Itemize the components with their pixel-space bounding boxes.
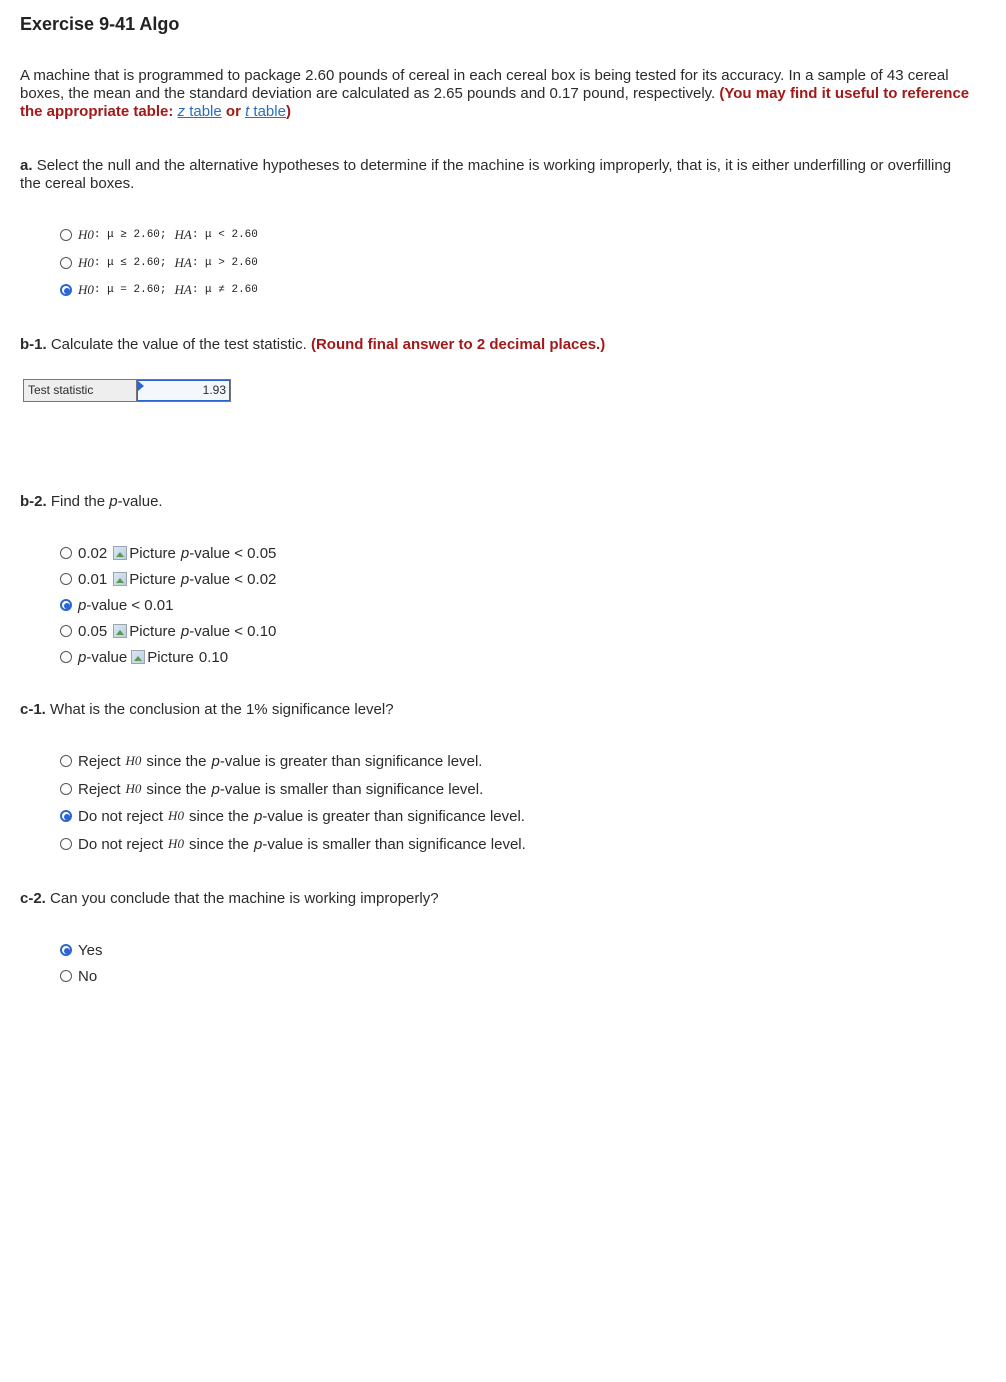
radio-icon[interactable]	[60, 755, 72, 767]
problem-text: A machine that is programmed to package 2.60 pounds of cereal in each cereal box is being tested for its accuracy. In a sample of 43 cereal boxes, the mean and the standard deviation are calculated as 2.65 pounds and 0.17 pound, respectively.	[20, 67, 949, 102]
picture-alt-text: Picture	[129, 570, 176, 588]
table-hint: (You may find it useful to reference the appropriate table: z table or t table)	[20, 85, 970, 120]
p-value-option[interactable]: p -value < 0.01	[60, 594, 174, 616]
conclusion-option[interactable]: Reject H 0 since the p -value is greater than significance level.	[60, 750, 482, 772]
conclusion-option[interactable]: Do not reject H 0 since the p -value is smaller than significance level.	[60, 833, 526, 855]
radio-icon[interactable]	[60, 257, 72, 269]
radio-icon[interactable]	[60, 651, 72, 663]
test-statistic-label: Test statistic	[24, 380, 137, 401]
image-icon	[113, 624, 127, 638]
yes-no-option[interactable]: Yes	[60, 939, 102, 961]
radio-icon[interactable]	[60, 625, 72, 637]
part-b2-question: b-2. Find the p-value.	[20, 493, 163, 510]
p-value-option[interactable]: p -value Picture 0.10	[60, 646, 228, 668]
radio-icon[interactable]	[60, 229, 72, 241]
part-c1-question: c-1. What is the conclusion at the 1% significance level?	[20, 701, 394, 718]
image-icon	[113, 572, 127, 586]
hypothesis-option[interactable]: H 0 : μ ≤ 2.60; H A : μ > 2.60	[60, 252, 258, 274]
test-statistic-grid	[23, 379, 231, 402]
radio-selected-icon[interactable]	[60, 810, 72, 822]
yes-no-option[interactable]: No	[60, 965, 97, 987]
picture-alt-text: Picture	[129, 622, 176, 640]
problem-statement	[20, 67, 970, 121]
test-statistic-input[interactable]: 1.93	[137, 380, 230, 401]
conclusion-option[interactable]: Do not reject H 0 since the p -value is greater than significance level.	[60, 805, 525, 827]
radio-icon[interactable]	[60, 783, 72, 795]
picture-alt-text: Picture	[129, 544, 176, 562]
part-a-question: a. Select the null and the alternative hypotheses to determine if the machine is working improperly, that is, it is either underfilling or overfilling the cereal boxes.	[20, 157, 952, 192]
p-value-option[interactable]: 0.01 Picture p -value < 0.02	[60, 568, 276, 590]
radio-icon[interactable]	[60, 838, 72, 850]
radio-icon[interactable]	[60, 547, 72, 559]
page-title: Exercise 9-41 Algo	[20, 14, 180, 34]
part-b1-question: b-1. Calculate the value of the test statistic. (Round final answer to 2 decimal places.)	[20, 336, 606, 353]
broken-image	[131, 649, 194, 666]
broken-image	[113, 623, 176, 640]
radio-selected-icon[interactable]	[60, 284, 72, 296]
picture-alt-text: Picture	[147, 648, 194, 666]
z-table-link[interactable]: z table	[177, 103, 222, 120]
radio-icon[interactable]	[60, 573, 72, 585]
radio-selected-icon[interactable]	[60, 599, 72, 611]
image-icon	[113, 546, 127, 560]
broken-image	[113, 571, 176, 588]
part-c2-question: c-2. Can you conclude that the machine is working improperly?	[20, 890, 439, 907]
radio-icon[interactable]	[60, 970, 72, 982]
t-table-link[interactable]: t table	[245, 103, 286, 120]
image-icon	[131, 650, 145, 664]
radio-selected-icon[interactable]	[60, 944, 72, 956]
p-value-option[interactable]: 0.05 Picture p -value < 0.10	[60, 620, 276, 642]
hypothesis-option[interactable]: H 0 : μ = 2.60; H A : μ ≠ 2.60	[60, 279, 258, 301]
hypothesis-option[interactable]: H 0 : μ ≥ 2.60; H A : μ < 2.60	[60, 224, 258, 246]
p-value-option[interactable]: 0.02 Picture p -value < 0.05	[60, 542, 276, 564]
broken-image	[113, 545, 176, 562]
conclusion-option[interactable]: Reject H 0 since the p -value is smaller than significance level.	[60, 778, 483, 800]
